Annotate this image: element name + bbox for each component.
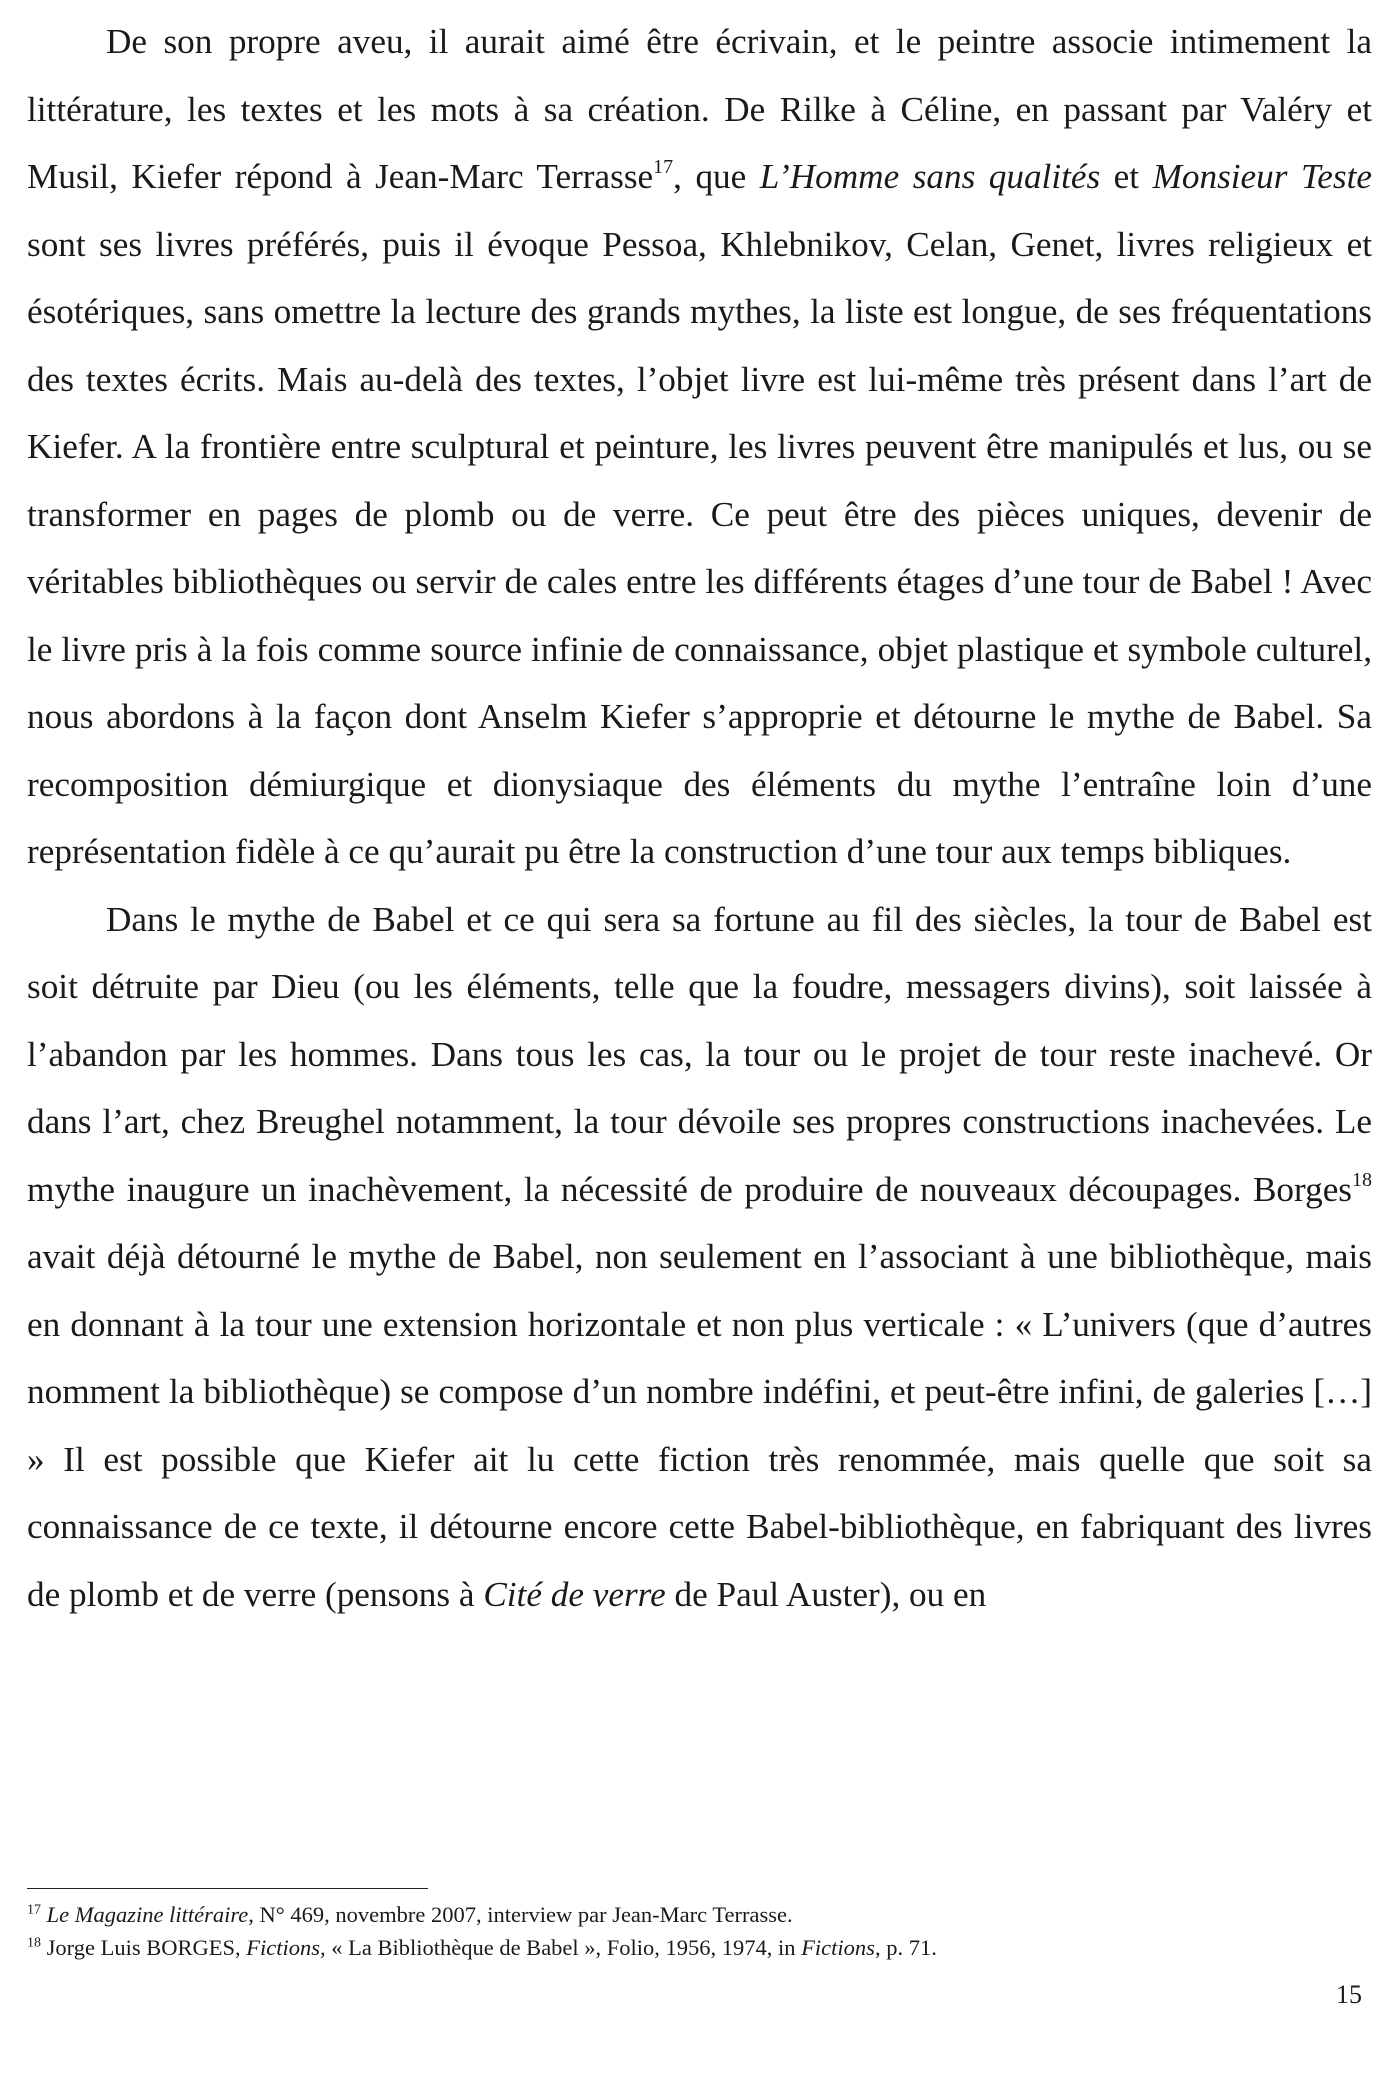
- text-run: De son propre aveu, il aurait aimé être écrivain, et le peintre associe intimement la littérature, les textes et les mots à sa création. De Rilke à Céline, en passant par Valéry et Musil, Kiefer répond à Jean-Marc Terrasse: [27, 22, 1372, 196]
- page-number: 15: [1336, 1980, 1362, 2009]
- text-run: et: [1100, 157, 1153, 196]
- italic-text: Fictions,: [246, 1935, 326, 1960]
- text-run: « La Bibliothèque de Babel », Folio, 1956, 1974, in: [325, 1935, 802, 1960]
- text-run: Dans le mythe de Babel et ce qui sera sa fortune au fil des siècles, la tour de Babel est soit détruite par Dieu (ou les éléments, telle que la foudre, messagers divins), soit laissée à l’abandon par les hommes. Dans tous les cas, la tour ou le projet de tour reste inachevé. Or dans l’art, chez Breughel notamment, la tour dévoile ses propres constructions inachevées. Le mythe inaugure un inachèvement, la nécessité de produire de nouveaux découpages. Borges: [27, 899, 1372, 1209]
- italic-text: Monsieur Teste: [1152, 157, 1372, 196]
- italic-text: Cité de verre: [483, 1574, 666, 1614]
- text-run: N° 469, novembre 2007, interview par Jean-Marc Terrasse.: [253, 1902, 793, 1927]
- footnote-reference: 18: [1352, 1168, 1372, 1191]
- italic-text: Fictions: [801, 1935, 875, 1960]
- footnote-18: [27, 1931, 1367, 1964]
- footnote-17: [27, 1898, 1367, 1931]
- paragraph-1: [27, 8, 1372, 886]
- text-run: sont ses livres préférés, puis il évoque Pessoa, Khlebnikov, Celan, Genet, livres religieux et ésotériques, sans omettre la lecture des grands mythes, la liste est longue, de ses fréquentations des textes écrits. Mais au-delà des textes, l’objet livre est lui-même très présent dans l’art de Kiefer. A la frontière entre sculptural et peinture, les livres peuvent être manipulés et lus, ou se transformer en pages de plomb ou de verre. Ce peut être des pièces uniques, devenir de véritables bibliothèques ou servir de cales entre les différents étages d’une tour de Babel ! Avec le livre pris à la fois comme source infinie de connaissance, objet plastique et symbole culturel, nous abordons à la façon dont Anselm Kiefer s’approprie et détourne le mythe de Babel. Sa recomposition démiurgique et dionysiaque des éléments du mythe l’entraîne loin d’une représentation fidèle à ce qu’aurait pu être la construction d’une tour aux temps bibliques.: [27, 224, 1372, 871]
- text-run: avait déjà détourné le mythe de Babel, non seulement en l’associant à une bibliothèque, mais en donnant à la tour une extension horizontale et non plus verticale : « L’univers (que d’autres nomment la bibliothèque) se compose d’un nombre indéfini, et peut-être infini, de galeries […] » Il est possible que Kiefer ait lu cette fiction très renommée, mais quelle que soit sa connaissance de ce texte, il détourne encore cette Babel-bibliothèque, en fabriquant des livres de plomb et de verre (pensons à: [27, 1237, 1372, 1614]
- footnote-reference: 18: [27, 1935, 41, 1951]
- footnote-reference: 17: [653, 156, 674, 178]
- body-text: [27, 8, 1372, 1628]
- footnotes: [27, 1898, 1367, 1964]
- paragraph-2: [27, 886, 1372, 1629]
- document-page: [27, 8, 1372, 1628]
- italic-text: Le Magazine littéraire,: [46, 1902, 254, 1927]
- text-run: , que: [673, 157, 760, 196]
- italic-text: L’Homme sans qualités: [759, 157, 1101, 196]
- text-run: Jorge Luis BORGES,: [41, 1935, 247, 1960]
- footnote-separator: [27, 1888, 428, 1889]
- text-run: , p. 71.: [874, 1935, 937, 1960]
- text-run: de Paul Auster), ou en: [665, 1574, 987, 1614]
- footnote-reference: 17: [27, 1902, 41, 1918]
